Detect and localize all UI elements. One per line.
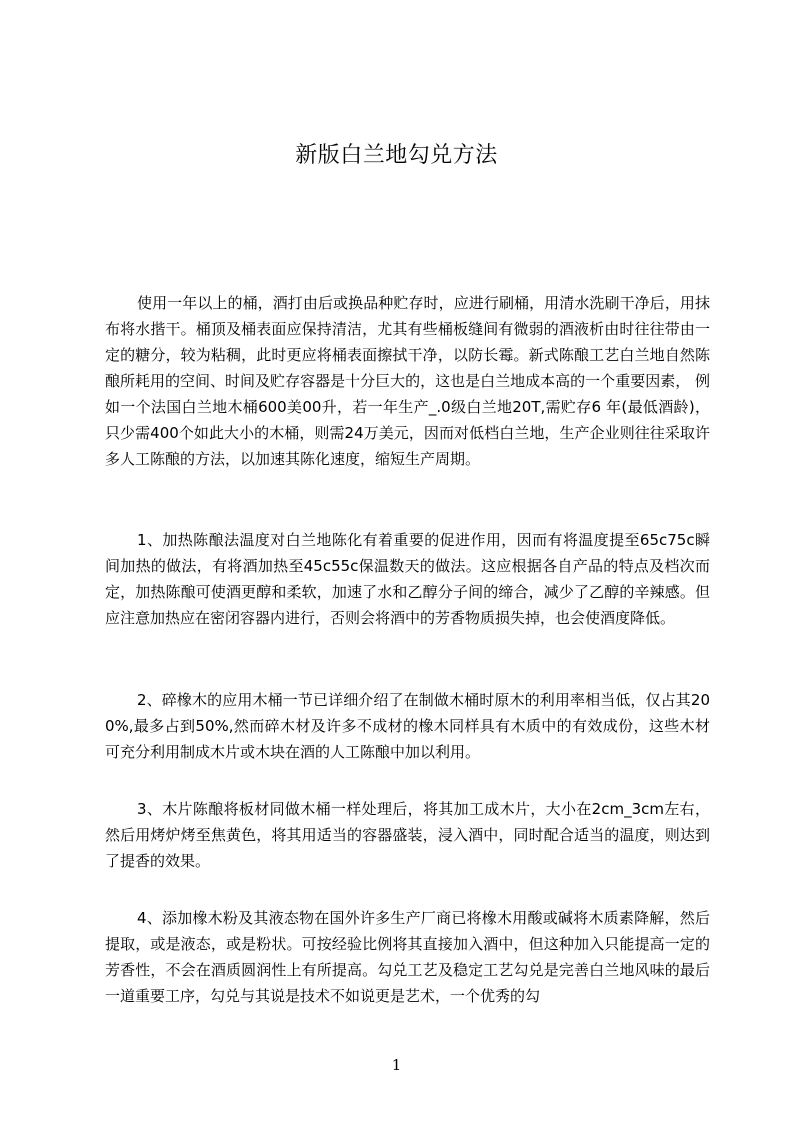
page-number: 1: [391, 1056, 402, 1074]
body-paragraph-intro: 使用一年以上的桶，酒打由后或换品种贮存时，应进行刷桶，用清水洗刷干净后，用抹布将水揩干。桶顶及桶表面应保持清洁，尤其有些桶板缝间有微弱的酒液析由时往往带由一定的糖分，较为粘稠，此时更应将桶表面擦拭干净，以防长霉。新式陈酿工艺白兰地自然陈酿所耗用的空间、时间及贮存容器是十分巨大的，这也是白兰地成本高的一个重要因素， 例如一个法国白兰地木桶600美00升，若一年生产_.0级白兰地20T,需贮存6 年(最低酒龄)，只少需400个如此大小的木桶，则需24万美元，因而对低档白兰地，生产企业则往往采取许多人工陈酿的方法，以加速其陈化速度，缩短生产周期。: [105, 294, 710, 468]
document-title: 新版白兰地勾兑方法: [295, 143, 498, 168]
body-paragraph-wood-chip-aging: 3、木片陈酿将板材同做木桶一样处理后，将其加工成木片，大小在2cm_3cm左右，然后用烤炉烤至焦黄色，将其用适当的容器盛装，浸入酒中，同时配合适当的温度，则达到了提香的效果。: [105, 800, 710, 870]
body-paragraph-oak-powder: 4、添加橡木粉及其液态物在国外许多生产厂商已将橡木用酸或碱将木质素降解，然后提取，或是液态，或是粉状。可按经验比例将其直接加入酒中，但这种加入只能提高一定的芳香性，不会在酒质圆润性上有所提高。勾兑工艺及稳定工艺勾兑是完善白兰地风味的最后一道重要工序，勾兑与其说是技术不如说更是艺术，一个优秀的勾: [105, 909, 710, 1005]
body-paragraph-heating-aging: 1、加热陈酿法温度对白兰地陈化有着重要的促进作用，因而有将温度提至65c75c瞬间加热的做法，有将酒加热至45c55c保温数天的做法。这应根据各自产品的特点及档次而定，加热陈酿可使酒更醇和柔软，加速了水和乙醇分子间的缔合，减少了乙醇的辛辣感。但应注意加热应在密闭容器内进行，否则会将酒中的芳香物质损失掉，也会使酒度降低。: [105, 531, 710, 627]
body-paragraph-oak-fragments: 2、碎橡木的应用木桶一节已详细介绍了在制做木桶时原木的利用率相当低，仅占其200%,最多占到50%,然而碎木材及许多不成材的橡木同样具有木质中的有效成份，这些木材可充分利用制成木片或木块在酒的人工陈酿中加以利用。: [105, 691, 710, 761]
